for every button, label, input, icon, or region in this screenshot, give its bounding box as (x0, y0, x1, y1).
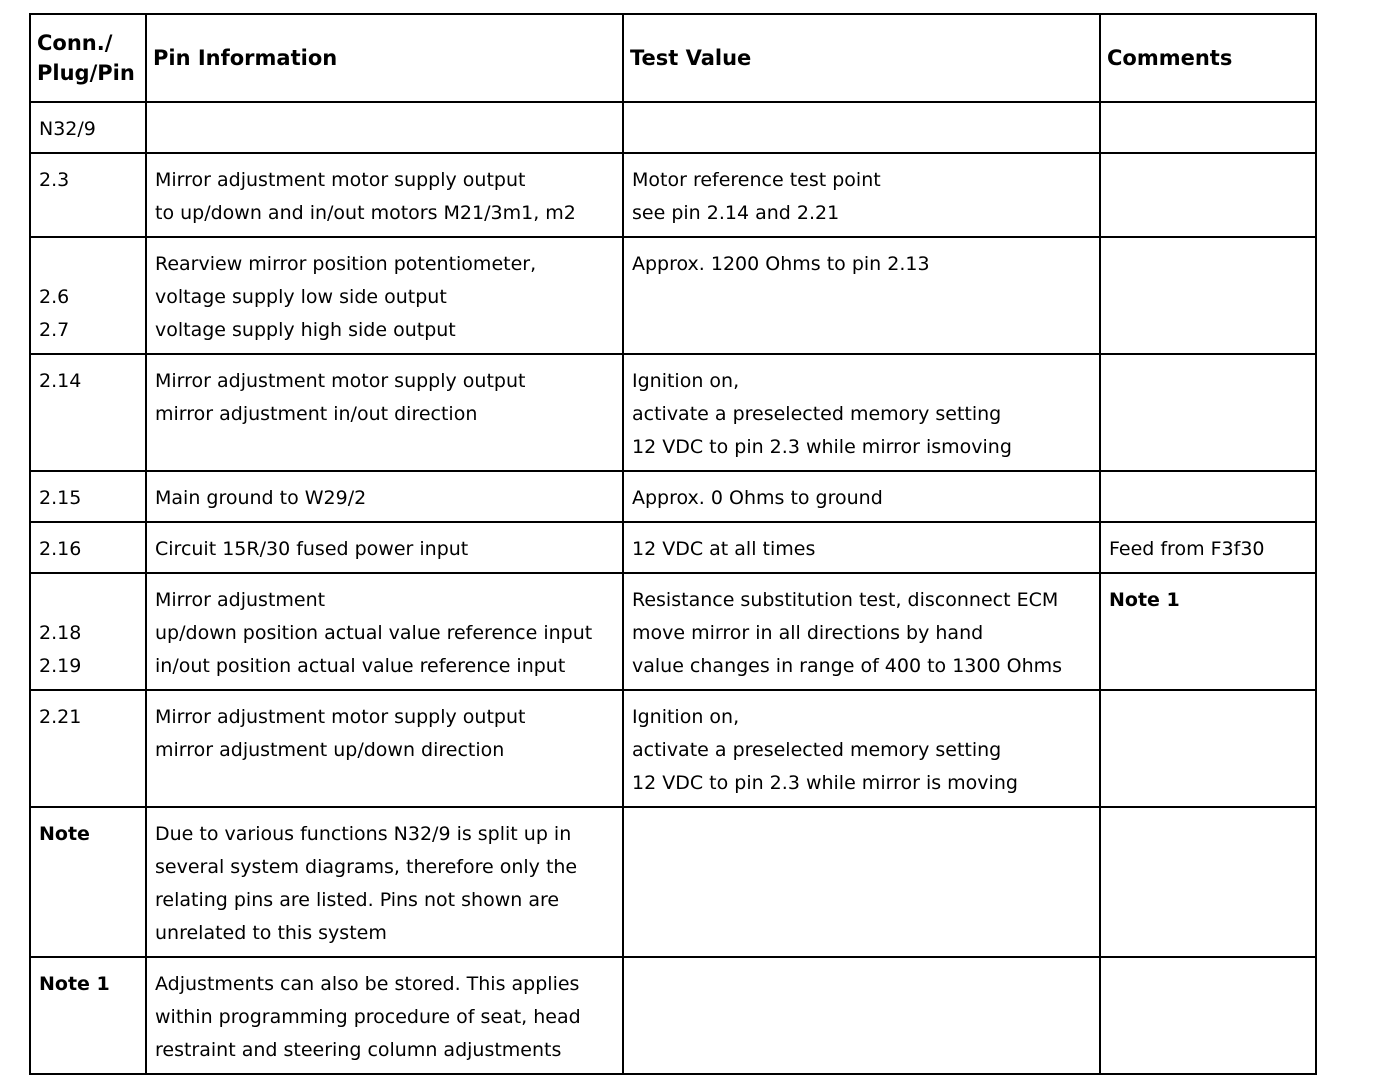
test-value-cell: Ignition on, activate a preselected memory setting 12 VDC to pin 2.3 while mirror is moving (623, 690, 1100, 807)
table-row (30, 807, 1316, 957)
pin-info-cell: Main ground to W29/2 (146, 471, 623, 522)
table-row (30, 573, 1316, 690)
table-row (30, 102, 1316, 153)
pin-test-table-page (29, 13, 1315, 1075)
pin-cell: 2.15 (30, 471, 146, 522)
test-value-cell: Approx. 0 Ohms to ground (623, 471, 1100, 522)
comment-cell (1100, 354, 1316, 471)
comment-cell (1100, 690, 1316, 807)
pin-cell: 2.3 (30, 153, 146, 237)
comment-cell (1100, 807, 1316, 957)
test-value-cell: Resistance substitution test, disconnect ECM move mirror in all directions by hand value changes in range of 400 to 1300 Ohms (623, 573, 1100, 690)
test-value-cell: Approx. 1200 Ohms to pin 2.13 (623, 237, 1100, 354)
pin-info-cell: Circuit 15R/30 fused power input (146, 522, 623, 573)
test-value-cell: Ignition on, activate a preselected memory setting 12 VDC to pin 2.3 while mirror ismoving (623, 354, 1100, 471)
pin-cell: 2.6 2.7 (30, 237, 146, 354)
test-value-cell: 12 VDC at all times (623, 522, 1100, 573)
pin-test-table (29, 13, 1317, 1075)
header-pin-information: Pin Information (146, 14, 623, 102)
table-row (30, 522, 1316, 573)
comment-cell (1100, 153, 1316, 237)
pin-cell: 2.21 (30, 690, 146, 807)
note-label-cell: Note (30, 807, 146, 957)
test-value-cell: Motor reference test point see pin 2.14 and 2.21 (623, 153, 1100, 237)
table-row (30, 153, 1316, 237)
note-text-cell: Adjustments can also be stored. This applies within programming procedure of seat, head restraint and steering column adjustments (146, 957, 623, 1074)
pin-info-cell (146, 102, 623, 153)
table-row (30, 354, 1316, 471)
table-row (30, 471, 1316, 522)
comment-cell (1100, 237, 1316, 354)
table-row (30, 957, 1316, 1074)
table-header-row (30, 14, 1316, 102)
pin-info-cell: Mirror adjustment motor supply output mirror adjustment up/down direction (146, 690, 623, 807)
table-row (30, 237, 1316, 354)
test-value-cell (623, 807, 1100, 957)
comment-cell (1100, 102, 1316, 153)
pin-cell: 2.18 2.19 (30, 573, 146, 690)
pin-cell: N32/9 (30, 102, 146, 153)
comment-cell (1100, 957, 1316, 1074)
comment-cell (1100, 471, 1316, 522)
pin-info-cell: Mirror adjustment up/down position actual value reference input in/out position actual value reference input (146, 573, 623, 690)
header-conn-plug-pin: Conn./ Plug/Pin (30, 14, 146, 102)
test-value-cell (623, 957, 1100, 1074)
note-text-cell: Due to various functions N32/9 is split up in several system diagrams, therefore only the relating pins are listed. Pins not shown are unrelated to this system (146, 807, 623, 957)
header-test-value: Test Value (623, 14, 1100, 102)
comment-cell: Feed from F3f30 (1100, 522, 1316, 573)
header-comments: Comments (1100, 14, 1316, 102)
pin-info-cell: Mirror adjustment motor supply output to up/down and in/out motors M21/3m1, m2 (146, 153, 623, 237)
test-value-cell (623, 102, 1100, 153)
comment-cell: Note 1 (1100, 573, 1316, 690)
note-label-cell: Note 1 (30, 957, 146, 1074)
pin-info-cell: Rearview mirror position potentiometer, voltage supply low side output voltage supply high side output (146, 237, 623, 354)
pin-cell: 2.16 (30, 522, 146, 573)
pin-info-cell: Mirror adjustment motor supply output mirror adjustment in/out direction (146, 354, 623, 471)
table-row (30, 690, 1316, 807)
pin-cell: 2.14 (30, 354, 146, 471)
